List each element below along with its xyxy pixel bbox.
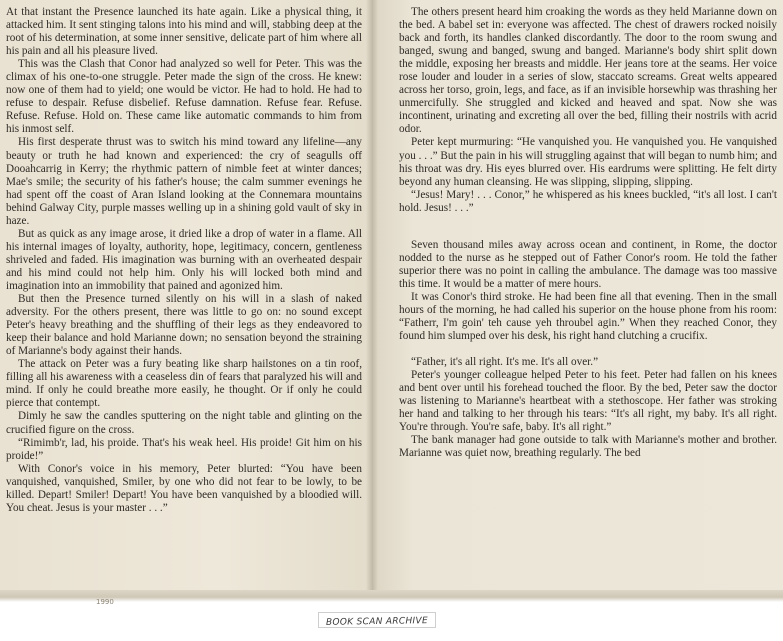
left-paragraph-4: But as quick as any image arose, it dried like a drop of water in a flame. All his internal images of loyalty, authority, hope, legitimacy, concern, gentleness shriveled and faded. His imagination was burning with an overheated despair and his mind could not help him. Only his will locked both mind and imagination into an immobility that pained and agonized him. xyxy=(6,227,362,292)
left-paragraph-5: But then the Presence turned silently on his will in a slash of naked adversity. For the others present, there was little to go on: no sound except Peter's heavy breathing and the shuffling of their legs as they endeavored to keep their balance and hold Marianne down; no sensation beyond the straining of Marianne's body against their hands. xyxy=(6,293,362,358)
right-paragraph-4: Seven thousand miles away across ocean and continent, in Rome, the doctor nodded to the nurse as he stepped out of Father Conor's room. He told the father superior there was no point in calling the ambulance. The damage was too massive this time. It would be a matter of mere hours. xyxy=(399,238,777,290)
left-paragraph-8: “Rimimb'r, lad, his proide. That's his weak heel. His proide! Git him on his proide!” xyxy=(6,436,362,462)
left-paragraph-2: This was the Clash that Conor had analyzed so well for Peter. This was the climax of his one-to-one struggle. Peter made the sign of the cross. He knew: now one of them had to yield; one would be victor. He had to hold. He had to refuse to despair. Refuse disbelief. Refuse damnation. Refuse fear. Refuse. Refuse. Refuse. Hold on. These came like automatic commands to him from his inmost self. xyxy=(6,58,362,136)
right-paragraph-7: Peter's younger colleague helped Peter to his feet. Peter had fallen on his knees and bent over until his forehead touched the floor. By the bed, Peter saw the doctor was listening to Marianne's heartbeat with a stethoscope. Her father was stroking her hand and talking to her through his tears: “It's all right, my baby. It's all right. You're through. You're safe, baby. It's all right.” xyxy=(399,369,777,434)
right-page xyxy=(372,0,783,598)
right-paragraph-3: “Jesus! Mary! . . . Conor,” he whispered as his knees buckled, “it's all lost. I can't hold. Jesus! . . .” xyxy=(399,188,777,214)
left-paragraph-9: With Conor's voice in his memory, Peter blurted: “You have been vanquished, vanquished, Smiler, by one who did not fear to be lowly, to be killed. Depart! Smiler! Depart! You have been vanquished by a bloodied will. You cheat. Jesus is your master . . .” xyxy=(6,462,362,514)
page-gutter xyxy=(366,0,378,598)
page-bottom-edge xyxy=(0,590,783,602)
edge-mark: 1990 xyxy=(96,598,114,606)
section-break xyxy=(399,343,777,356)
archive-stamp: BOOK SCAN ARCHIVE xyxy=(325,616,429,628)
left-paragraph-3: His first desperate thrust was to switch his mind toward any lifeline—any beauty or truth he had known and experienced: the cry of seagulls off Dooahcarrig in Kerry; the rhythmic pattern of nimble feet at winter dances; Mae's smile; the security of his father's house; the calm summer evenings he had spent off the coast of Aran Island looking at the Connemara mountains behind Galway City, purple masses welling up in a shining gold vault of sky in haze. xyxy=(6,136,362,227)
right-paragraph-5: It was Conor's third stroke. He had been fine all that evening. Then in the small hours of the morning, he had called his superior on the house phone from his room: “Fatherr, I'm goin' teh cause yeh throubel agin.” When they reached Conor, they found him slumped over his desk, his right hand clutching a crucifix. xyxy=(399,290,777,343)
right-paragraph-8: The bank manager had gone outside to talk with Marianne's mother and brother. Marianne was quiet now, breathing regularly. The bed xyxy=(399,434,777,460)
left-page xyxy=(0,0,372,598)
right-paragraph-2: Peter kept murmuring: “He vanquished you. He vanquished you. He vanquished you . . .” But the pain in his will struggling against that will began to numb him; and his throat was dry. His eyes blurred over. His eardrums were splitting. He felt dirty beyond any human cleansing. He was slipping, slipping, slipping. xyxy=(399,136,777,188)
left-paragraph-6: The attack on Peter was a fury beating like sharp hailstones on a tin roof, filling all his awareness with a ceaseless din of fears that paralyzed his will and mind. If only he could breathe more easily, he thought. Or if only he could pierce that contempt. xyxy=(6,358,362,410)
section-break xyxy=(399,215,777,239)
left-paragraph-7: Dimly he saw the candles sputtering on the night table and glinting on the crucified figure on the cross. xyxy=(6,410,362,436)
left-paragraph-1: At that instant the Presence launched its hate again. Like a physical thing, it attacked him. It sent stinging talons into his mind and will, stabbing deep at the root of his determination, at some inner sensitive, delicate part of him where all his pain and all his pleasure lived. xyxy=(6,6,362,58)
right-paragraph-1: The others present heard him croaking the words as they held Marianne down on the bed. A babel set in: everyone was affected. The chest of drawers rocked noisily back and forth, its handles clanked discordantly. The door to the room swung and banged, swung and banged, swung and banged. Marianne's body shirt split down the middle, exposing her breasts and middle. Her jeans tore at the seams. Her voice rose louder and louder in a series of slow, staccato screams. Great welts appeared across her torso, groin, legs, and face, as if an invisible horsewhip was thrashing her unmercifully. She struggled and kicked and heaved and spat. Now she was incontinent, urinating and excreting all over the bed, filling their nostrils with acrid odor. xyxy=(399,6,777,136)
right-paragraph-6: “Father, it's all right. It's me. It's all over.” xyxy=(411,356,599,369)
